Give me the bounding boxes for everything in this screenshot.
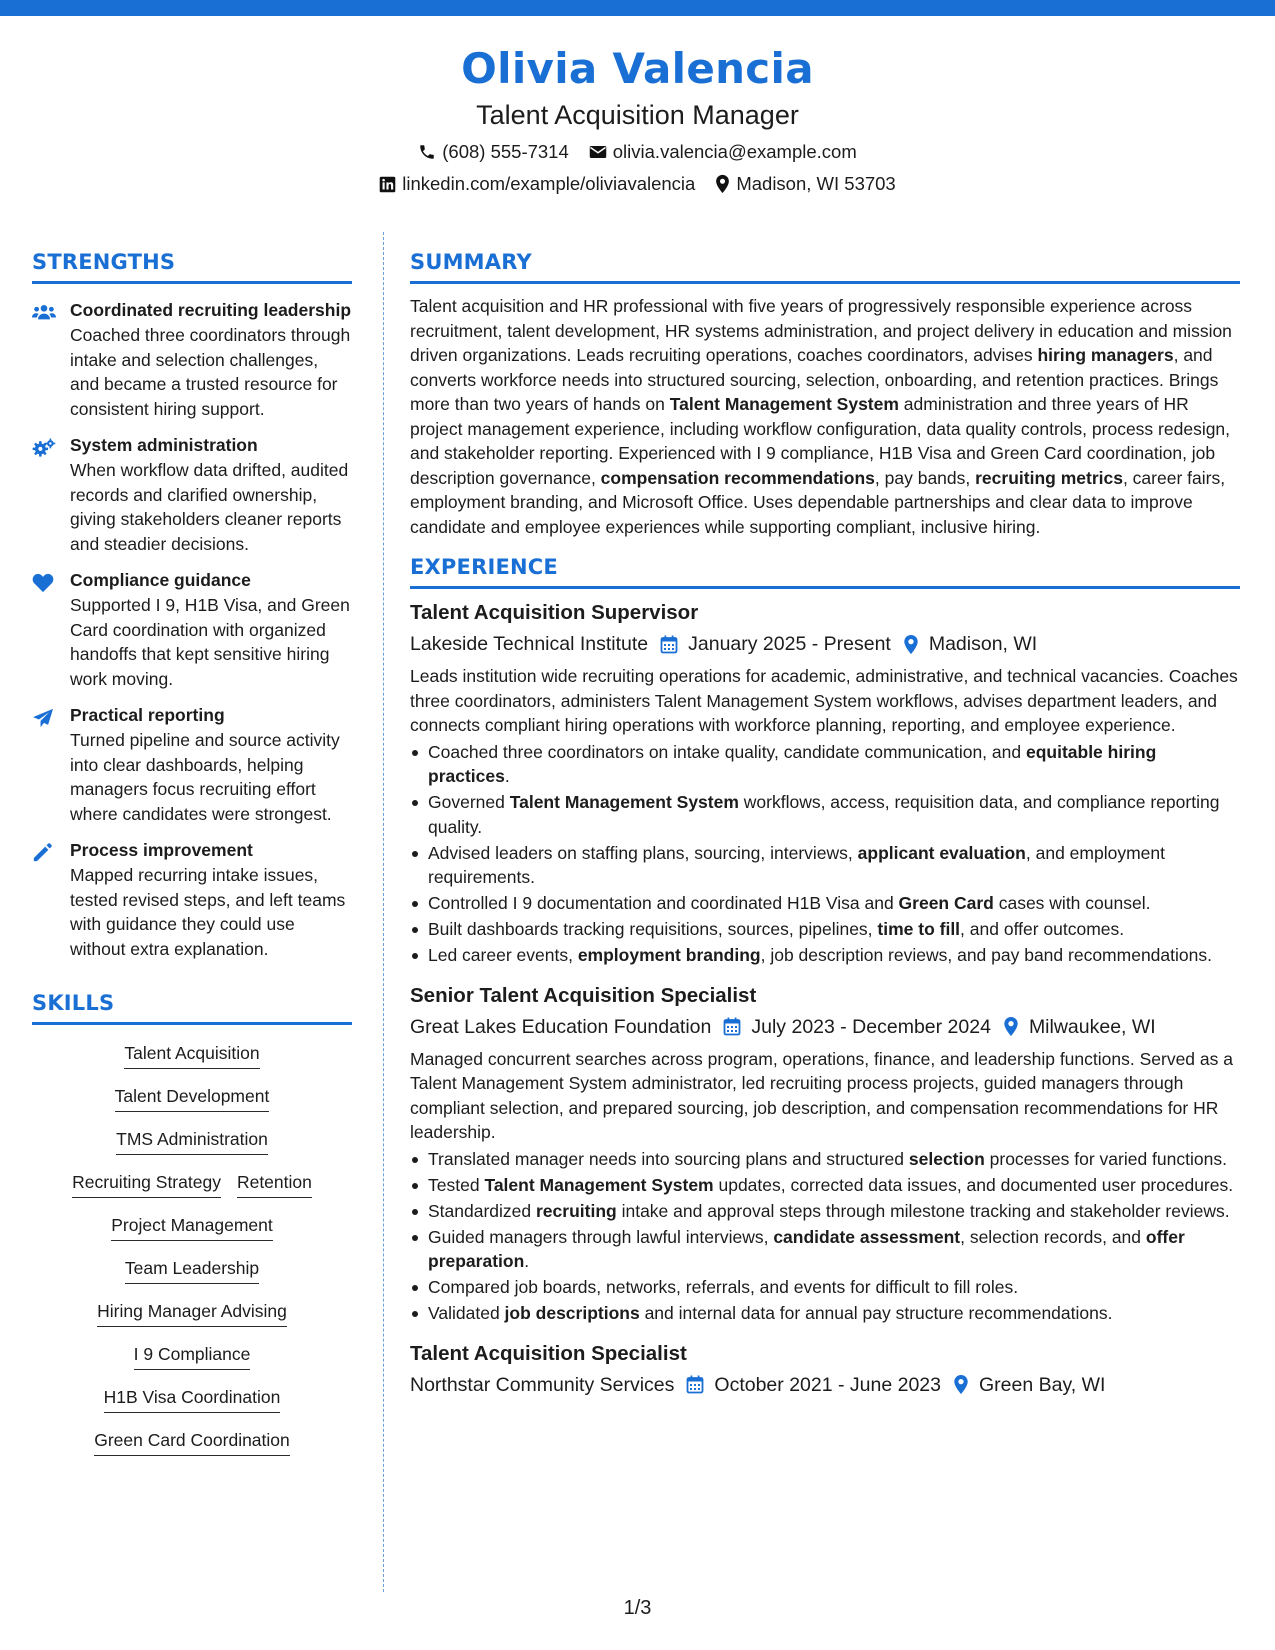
bold-phrase: hiring managers bbox=[1037, 345, 1174, 365]
strength-desc: Coached three coordinators through intake and selection challenges, and became a trusted resource for consistent hiring support. bbox=[70, 325, 351, 419]
job-dates: July 2023 - December 2024 bbox=[751, 1015, 991, 1038]
job-description: Leads institution wide recruiting operations for academic, administrative, and technical vacancies. Coaches three coordinators, administers Talent Management System workflows, advises department leaders, and connects compliant hiring operations with workforce planning, reporting, and employee experience. bbox=[410, 666, 1238, 735]
skill-row bbox=[104, 1385, 281, 1413]
job-company: Northstar Community Services bbox=[410, 1373, 675, 1396]
right-column bbox=[410, 248, 1240, 1399]
gears-icon bbox=[32, 435, 56, 556]
skill-row bbox=[72, 1170, 312, 1198]
skills-section bbox=[32, 989, 352, 1471]
skill-tag: I 9 Compliance bbox=[134, 1342, 251, 1370]
contact-phone bbox=[418, 140, 569, 164]
job-dates: January 2025 - Present bbox=[688, 633, 891, 655]
skill-tag: TMS Administration bbox=[116, 1127, 268, 1155]
job-bullets bbox=[410, 1147, 1240, 1326]
skill-tag: Retention bbox=[237, 1170, 312, 1198]
skill-row bbox=[111, 1213, 272, 1241]
column-divider bbox=[383, 232, 384, 1592]
strength-desc: Supported I 9, H1B Visa, and Green Card coordination with organized handoffs that kept sensitive hiring work moving. bbox=[70, 595, 350, 689]
bold-phrase: Green Card bbox=[898, 893, 994, 913]
calendar-icon bbox=[686, 1375, 704, 1394]
bold-phrase: Talent Management System bbox=[669, 394, 899, 414]
map-pin-icon bbox=[903, 634, 919, 655]
bullet-item: Controlled I 9 documentation and coordinated H1B Visa and Green Card cases with counsel. bbox=[410, 891, 1240, 916]
skill-tag: Talent Acquisition bbox=[124, 1041, 259, 1069]
bold-phrase: recruiting metrics bbox=[975, 467, 1123, 488]
job-company: Great Lakes Education Foundation bbox=[410, 1015, 712, 1038]
bold-phrase: Talent Management System bbox=[484, 1174, 714, 1195]
skills-heading: SKILLS bbox=[32, 989, 352, 1025]
bold-phrase: employment branding bbox=[577, 945, 761, 965]
strengths-heading: STRENGTHS bbox=[32, 248, 352, 284]
map-pin-icon bbox=[715, 174, 730, 194]
bold-phrase: equitable hiring practices bbox=[428, 741, 1157, 786]
job-location: Madison, WI bbox=[928, 633, 1038, 655]
bold-phrase: selection bbox=[908, 1148, 985, 1169]
experience-heading: EXPERIENCE bbox=[410, 553, 1240, 589]
bullet-item: Compared job boards, networks, referrals, and events for difficult to fill roles. bbox=[410, 1275, 1240, 1300]
skill-row bbox=[115, 1084, 270, 1112]
linkedin-text: linkedin.com/example/oliviavalencia bbox=[402, 173, 696, 194]
strength-item bbox=[32, 570, 352, 691]
skill-row bbox=[116, 1127, 268, 1155]
job-entry bbox=[410, 1340, 1240, 1399]
strength-title: Compliance guidance bbox=[70, 570, 251, 590]
contact-row-1 bbox=[0, 140, 1275, 164]
strength-title: Coordinated recruiting leadership bbox=[70, 300, 352, 320]
bullet-item: Validated job descriptions and internal data for annual pay structure recommendations. bbox=[410, 1301, 1240, 1326]
bold-phrase: candidate assessment bbox=[773, 1226, 961, 1247]
job-bullets bbox=[410, 740, 1240, 968]
users-icon bbox=[32, 300, 56, 421]
summary-heading: SUMMARY bbox=[410, 248, 1240, 284]
skill-row bbox=[134, 1342, 251, 1370]
location-text: Madison, WI 53703 bbox=[736, 173, 896, 194]
job-meta bbox=[410, 630, 1240, 658]
job-meta bbox=[410, 1371, 1240, 1399]
bold-phrase: time to fill bbox=[877, 919, 961, 939]
job-description: Managed concurrent searches across program, operations, finance, and leadership functions. Served as a Talent Management System administrator, led recruiting process projects, guided managers through compliant selection, and prepared sourcing, job description, and compensation recommendations for HR leadership. bbox=[410, 1048, 1233, 1142]
candidate-name: Olivia Valencia bbox=[461, 44, 814, 93]
bold-phrase: job descriptions bbox=[504, 1303, 640, 1323]
strength-desc: When workflow data drifted, audited records and clarified ownership, giving stakeholders cleaner reports and steadier decisions. bbox=[70, 460, 349, 554]
skill-tag: Project Management bbox=[111, 1213, 272, 1241]
bullet-item: Translated manager needs into sourcing plans and structured selection processes for varied functions. bbox=[410, 1147, 1240, 1172]
bold-phrase: Talent Management System bbox=[509, 792, 739, 812]
paper-plane-icon bbox=[32, 705, 56, 826]
experience-section bbox=[410, 553, 1240, 1399]
strength-item bbox=[32, 840, 352, 961]
top-accent-bar bbox=[0, 0, 1275, 16]
job-title: Talent Acquisition Supervisor bbox=[410, 601, 699, 624]
resume-header bbox=[0, 40, 1275, 196]
job-dates: October 2021 - June 2023 bbox=[714, 1373, 941, 1396]
contact-location bbox=[715, 172, 895, 196]
job-title: Senior Talent Acquisition Specialist bbox=[410, 983, 757, 1007]
job-location: Green Bay, WI bbox=[978, 1373, 1106, 1396]
strength-title: System administration bbox=[70, 435, 258, 455]
strength-desc: Turned pipeline and source activity into clear dashboards, helping managers focus recruiting effort where candidates were strongest. bbox=[70, 730, 340, 824]
bold-phrase: compensation recommendations bbox=[600, 467, 875, 488]
bold-phrase: recruiting bbox=[536, 1200, 617, 1221]
job-entry bbox=[410, 599, 1240, 968]
skill-tag: Talent Development bbox=[115, 1084, 270, 1112]
bullet-item: Led career events, employment branding, job description reviews, and pay band recommendations. bbox=[410, 943, 1240, 968]
skill-row bbox=[97, 1299, 287, 1327]
job-title: Talent Acquisition Specialist bbox=[410, 1341, 687, 1365]
strength-item bbox=[32, 435, 352, 556]
skill-tag: Team Leadership bbox=[125, 1256, 259, 1284]
strength-desc: Mapped recurring intake issues, tested revised steps, and left teams with guidance they could use without extra explanation. bbox=[70, 865, 346, 959]
strength-title: Practical reporting bbox=[70, 705, 225, 725]
skill-tag: H1B Visa Coordination bbox=[104, 1385, 281, 1413]
phone-icon bbox=[418, 143, 436, 161]
phone-text: (608) 555-7314 bbox=[442, 141, 569, 162]
candidate-title: Talent Acquisition Manager bbox=[476, 100, 799, 130]
bullet-item: Guided managers through lawful interviews, candidate assessment, selection records, and offer preparation. bbox=[410, 1225, 1240, 1274]
bullet-item: Governed Talent Management System workflows, access, requisition data, and compliance reporting quality. bbox=[410, 790, 1240, 839]
bullet-item: Built dashboards tracking requisitions, sources, pipelines, time to fill, and offer outcomes. bbox=[410, 917, 1240, 942]
skill-tag: Green Card Coordination bbox=[94, 1428, 290, 1456]
bold-phrase: applicant evaluation bbox=[857, 842, 1026, 863]
linkedin-icon bbox=[379, 176, 396, 193]
skills-list bbox=[32, 1041, 352, 1471]
calendar-icon bbox=[723, 1017, 741, 1036]
contact-email[interactable] bbox=[589, 140, 857, 164]
skill-tag: Hiring Manager Advising bbox=[97, 1299, 287, 1327]
summary-section bbox=[410, 248, 1240, 539]
skill-tag: Recruiting Strategy bbox=[72, 1170, 221, 1198]
job-location: Milwaukee, WI bbox=[1028, 1015, 1156, 1038]
summary-text: Talent acquisition and HR professional with five years of progressively responsible experience across recruitment, talent development, HR systems administration, and project delivery in education and mission driven organizations. Leads recruiting operations, coaches coordinators, advises hiring managers, and converts workforce needs into structured sourcing, selection, onboarding, and retention practices. Brings more than two years of hands on Talent Management System administration and three years of HR project management experience, including workflow configuration, data quality controls, process redesign, and stakeholder reporting. Experienced with I 9 compliance, H1B Visa and Green Card coordination, job description governance, compensation recommendations, pay bands, recruiting metrics, career fairs, employment branding, and Microsoft Office. Uses dependable partnerships and clear data to improve candidate and employee experiences while supporting compliant, inclusive hiring. bbox=[410, 296, 1232, 537]
bold-phrase: offer preparation bbox=[428, 1226, 1185, 1271]
bullet-item: Coached three coordinators on intake quality, candidate communication, and equitable hiring practices. bbox=[410, 740, 1240, 789]
bullet-item: Tested Talent Management System updates, corrected data issues, and documented user procedures. bbox=[410, 1173, 1240, 1198]
job-company: Lakeside Technical Institute bbox=[410, 633, 649, 655]
email-text: olivia.valencia@example.com bbox=[612, 141, 857, 162]
strength-item bbox=[32, 705, 352, 826]
job-meta bbox=[410, 1013, 1240, 1041]
pencil-icon bbox=[32, 840, 56, 961]
map-pin-icon bbox=[953, 1374, 969, 1395]
bullet-item: Standardized recruiting intake and approval steps through milestone tracking and stakeholder reviews. bbox=[410, 1199, 1240, 1224]
bullet-item: Advised leaders on staffing plans, sourcing, interviews, applicant evaluation, and employment requirements. bbox=[410, 841, 1240, 890]
job-entry bbox=[410, 982, 1240, 1326]
calendar-icon bbox=[660, 635, 678, 654]
skill-row bbox=[94, 1428, 290, 1456]
skill-row bbox=[124, 1041, 259, 1069]
contact-linkedin[interactable] bbox=[379, 172, 695, 196]
strength-item bbox=[32, 300, 352, 421]
strengths-section bbox=[32, 248, 352, 961]
envelope-icon bbox=[589, 144, 607, 160]
contact-row-2 bbox=[0, 172, 1275, 196]
heart-icon bbox=[32, 570, 56, 691]
left-column bbox=[32, 248, 352, 1471]
map-pin-icon bbox=[1003, 1016, 1019, 1037]
page-number: 1/3 bbox=[623, 1597, 652, 1619]
skill-row bbox=[125, 1256, 259, 1284]
strength-title: Process improvement bbox=[70, 840, 253, 860]
